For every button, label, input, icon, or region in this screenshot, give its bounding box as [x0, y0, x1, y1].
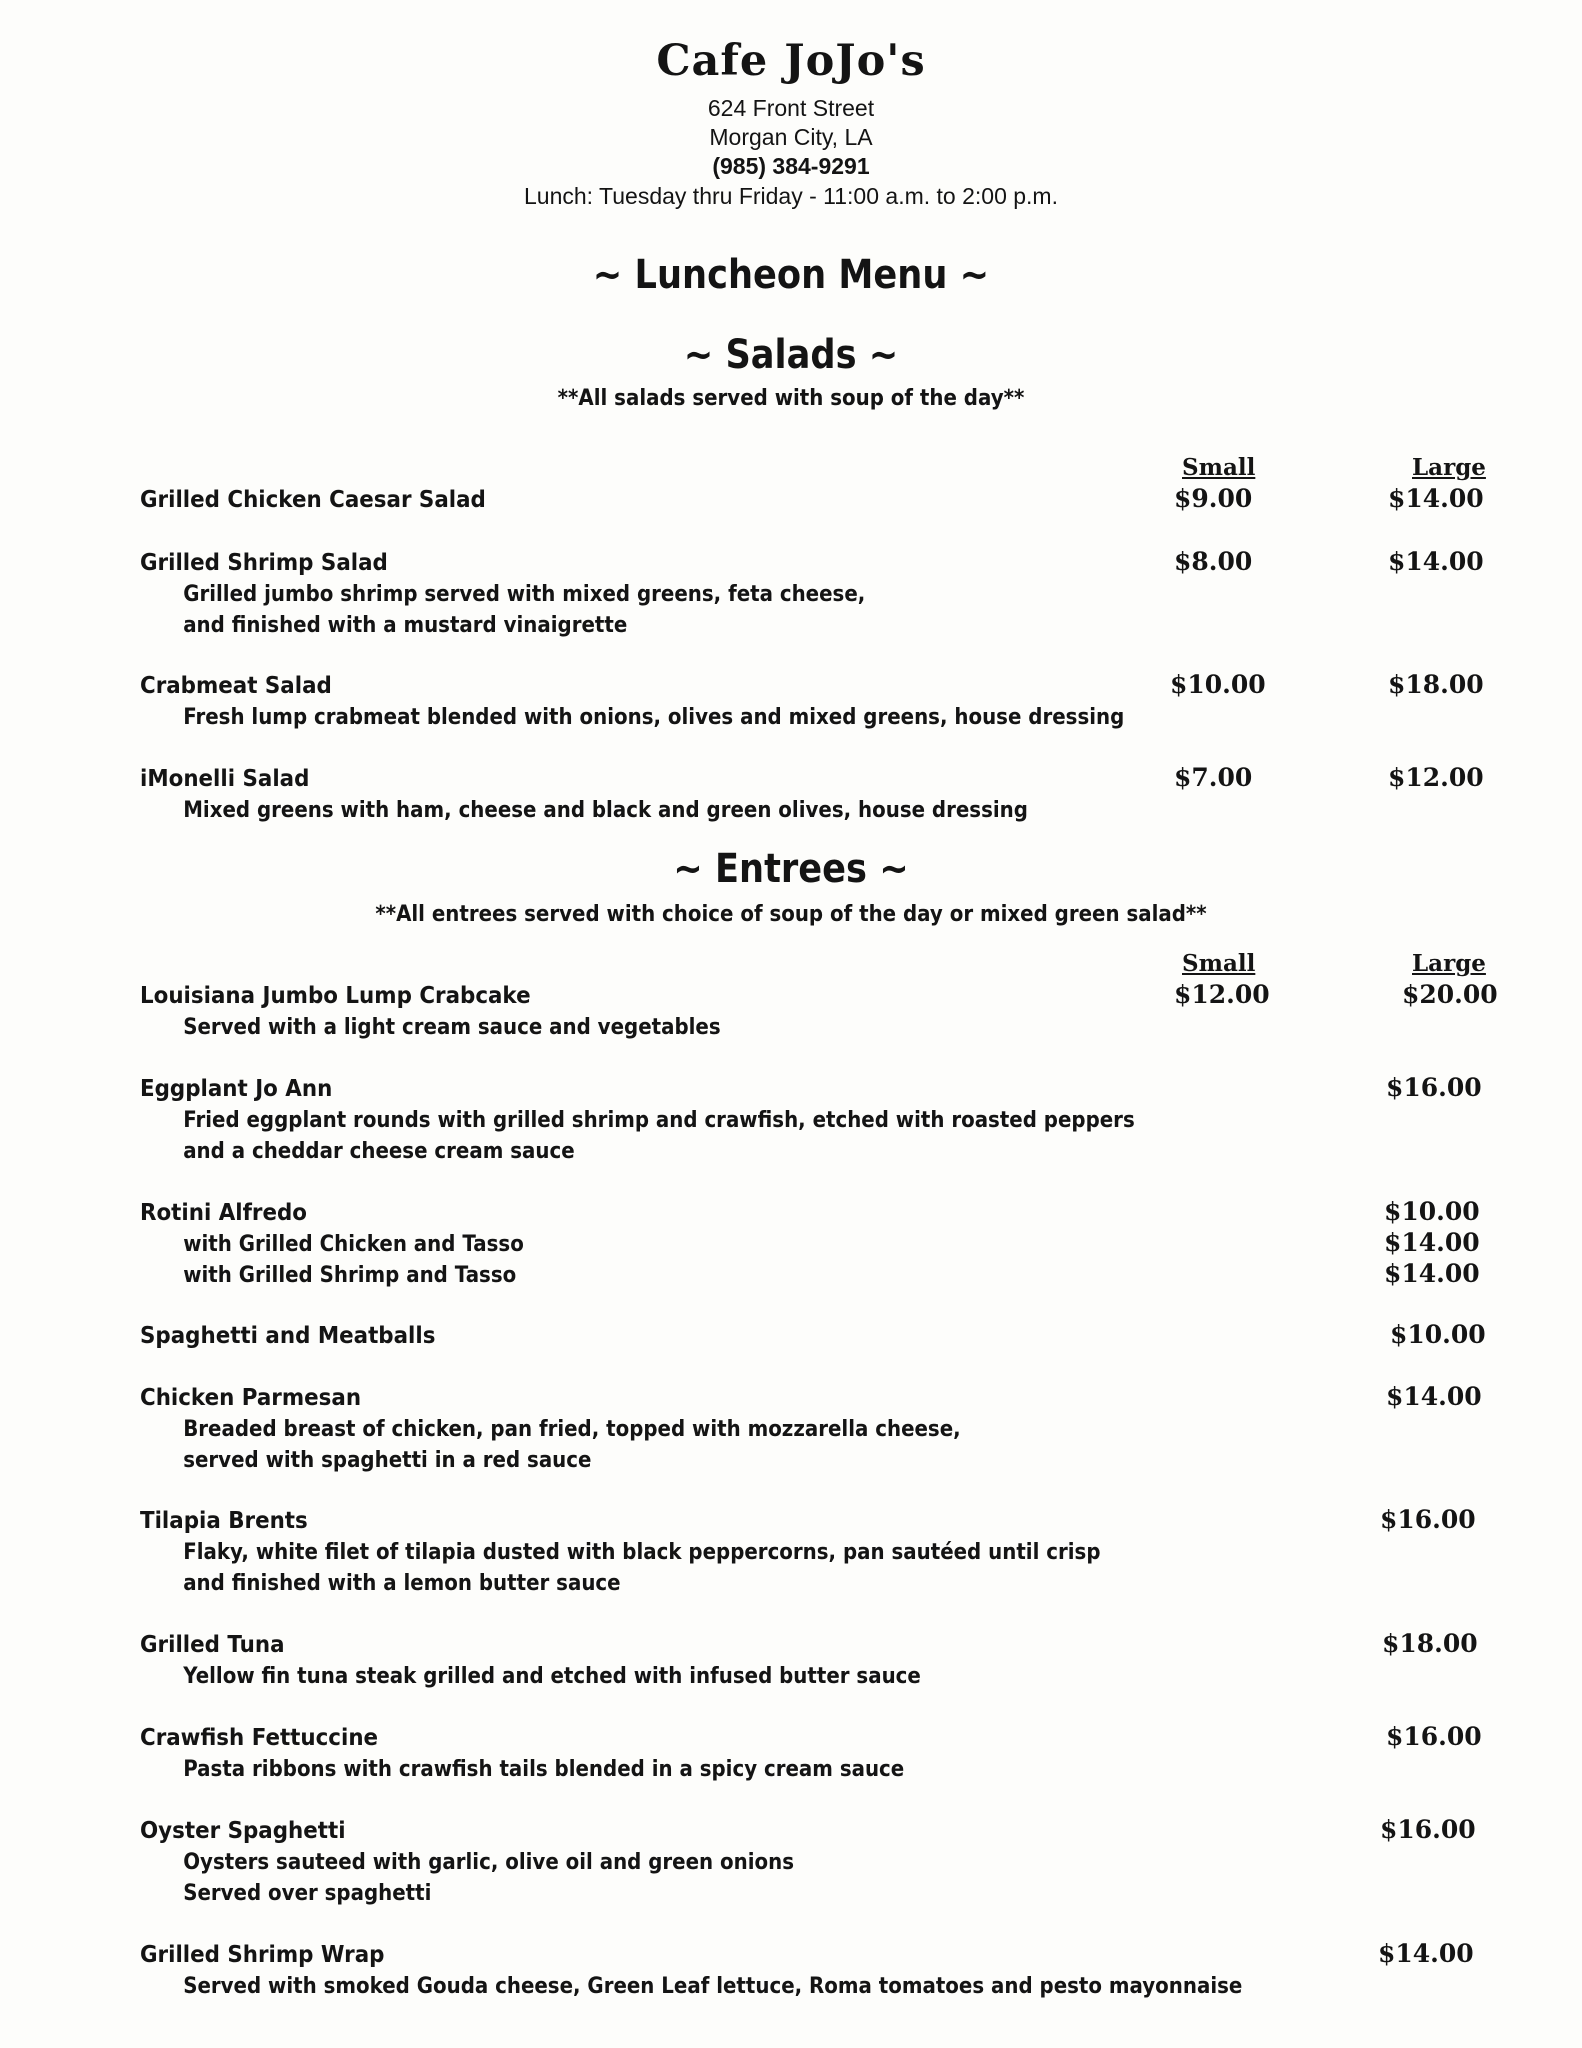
item-name: Grilled Shrimp Salad	[140, 550, 388, 576]
item-description: Yellow fin tuna steak grilled and etched with infused butter sauce	[183, 1664, 921, 1689]
menu-item	[140, 1816, 1440, 1909]
salads-small-header: Small	[1182, 454, 1256, 481]
item-name: Oyster Spaghetti	[140, 1818, 346, 1844]
entrees-small-header: Small	[1182, 950, 1256, 977]
restaurant-name: Cafe JoJo's	[656, 36, 926, 86]
item-name: Grilled Chicken Caesar Salad	[140, 487, 486, 513]
address-line-1: 624 Front Street	[707, 95, 875, 121]
item-description: and a cheddar cheese cream sauce	[183, 1139, 575, 1164]
menu-item	[140, 1074, 1440, 1167]
item-price-large: $14.00	[1386, 1382, 1482, 1411]
item-price-large: $12.00	[1388, 763, 1484, 792]
item-price: $14.00	[1384, 1228, 1480, 1257]
item-description: Oysters sauteed with garlic, olive oil and green onions	[183, 1850, 795, 1875]
item-description: Served over spaghetti	[183, 1881, 432, 1906]
item-price-small: $10.00	[1170, 670, 1266, 699]
item-price-large: $10.00	[1390, 1320, 1486, 1349]
item-description: Grilled jumbo shrimp served with mixed greens, feta cheese,	[183, 582, 866, 607]
menu-item	[140, 1630, 1440, 1692]
salads-large-header: Large	[1412, 454, 1486, 481]
item-price-large: $16.00	[1380, 1505, 1476, 1534]
menu-item	[140, 1940, 1440, 2002]
entrees-heading: ~ Entrees ~	[673, 846, 909, 892]
salads-note: **All salads served with soup of the day**	[557, 386, 1025, 411]
menu-item	[140, 1506, 1440, 1599]
entrees-large-header: Large	[1412, 950, 1486, 977]
item-price: $10.00	[1384, 1197, 1480, 1226]
item-name: Louisiana Jumbo Lump Crabcake	[140, 983, 531, 1009]
item-price-small: $9.00	[1174, 484, 1253, 513]
item-description: Served with smoked Gouda cheese, Green Leaf lettuce, Roma tomatoes and pesto mayonnaise	[183, 1974, 1243, 1999]
item-description: Mixed greens with ham, cheese and black and green olives, house dressing	[183, 798, 1028, 823]
item-price-small: $7.00	[1174, 763, 1253, 792]
item-price-large: $18.00	[1382, 1629, 1478, 1658]
item-name: Eggplant Jo Ann	[140, 1076, 333, 1102]
item-name: Grilled Shrimp Wrap	[140, 1942, 385, 1968]
address-line-2: Morgan City, LA	[709, 124, 873, 150]
item-description: and finished with a lemon butter sauce	[183, 1571, 621, 1596]
item-name: Crabmeat Salad	[140, 673, 332, 699]
item-price-large: $18.00	[1388, 670, 1484, 699]
lunch-hours: Lunch: Tuesday thru Friday - 11:00 a.m. to 2:00 p.m.	[524, 183, 1058, 209]
item-name: Crawfish Fettuccine	[140, 1725, 379, 1751]
item-price-large: $20.00	[1402, 980, 1498, 1009]
item-name: Spaghetti and Meatballs	[140, 1323, 436, 1349]
item-description: served with spaghetti in a red sauce	[183, 1448, 592, 1473]
item-price-small: $12.00	[1174, 980, 1270, 1009]
item-price-small: $8.00	[1174, 547, 1253, 576]
item-name: iMonelli Salad	[140, 766, 310, 792]
item-name: Rotini Alfredo	[140, 1200, 307, 1226]
item-description: with Grilled Chicken and Tasso	[183, 1232, 524, 1257]
item-name: Chicken Parmesan	[140, 1385, 362, 1411]
item-price-large: $14.00	[1388, 484, 1484, 513]
item-price-large: $16.00	[1386, 1073, 1482, 1102]
menu-item	[140, 1723, 1440, 1785]
item-description: with Grilled Shrimp and Tasso	[183, 1263, 517, 1288]
phone-number: (985) 384-9291	[712, 153, 870, 179]
item-price-large: $16.00	[1386, 1722, 1482, 1751]
salads-heading: ~ Salads ~	[683, 332, 899, 378]
menu-title: ~ Luncheon Menu ~	[592, 252, 990, 298]
item-description: Pasta ribbons with crawfish tails blended in a spicy cream sauce	[183, 1757, 905, 1782]
item-price-large: $16.00	[1380, 1815, 1476, 1844]
item-price-large: $14.00	[1378, 1939, 1474, 1968]
menu-item	[140, 1383, 1440, 1476]
item-description: Served with a light cream sauce and vegetables	[183, 1015, 721, 1040]
item-name: Grilled Tuna	[140, 1632, 285, 1658]
item-price: $14.00	[1384, 1259, 1480, 1288]
menu-item	[140, 1321, 1440, 1352]
item-name: Tilapia Brents	[140, 1508, 308, 1534]
item-description: Flaky, white filet of tilapia dusted with black peppercorns, pan sautéed until crisp	[183, 1540, 1101, 1565]
entrees-note: **All entrees served with choice of soup of the day or mixed green salad**	[375, 902, 1207, 927]
item-description: Fried eggplant rounds with grilled shrimp and crawfish, etched with roasted peppers	[183, 1108, 1135, 1133]
item-price-large: $14.00	[1388, 547, 1484, 576]
item-description: Fresh lump crabmeat blended with onions, olives and mixed greens, house dressing	[183, 705, 1125, 730]
item-description: Breaded breast of chicken, pan fried, topped with mozzarella cheese,	[183, 1417, 961, 1442]
item-description: and finished with a mustard vinaigrette	[183, 613, 628, 638]
menu-item	[140, 1198, 1440, 1291]
